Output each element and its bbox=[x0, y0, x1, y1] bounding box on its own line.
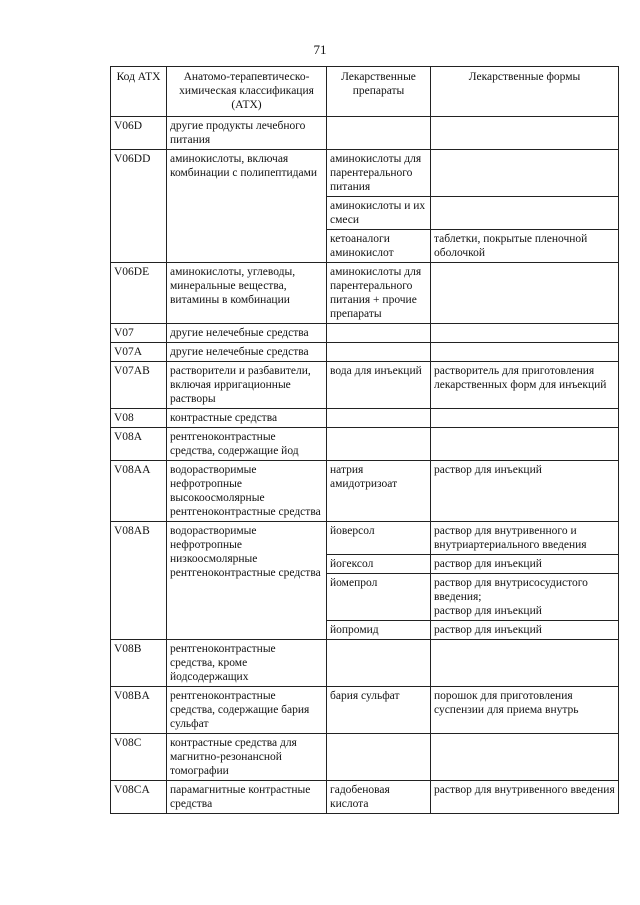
table-row bbox=[111, 461, 619, 522]
drug-name: йогексол bbox=[327, 555, 431, 574]
drug-name: аминокислоты и их смеси bbox=[327, 197, 431, 230]
atx-code: V08B bbox=[111, 640, 167, 687]
atx-classification: контрастные средства bbox=[167, 409, 327, 428]
table-row bbox=[111, 324, 619, 343]
atx-code: V08AB bbox=[111, 522, 167, 640]
header-classification: Анатомо-терапевтическо-химическая классификация (АТХ) bbox=[167, 67, 327, 117]
drug-name: гадобеновая кислота bbox=[327, 781, 431, 814]
table-row bbox=[111, 263, 619, 324]
drug-name: натрия амидотризоат bbox=[327, 461, 431, 522]
header-row bbox=[111, 67, 619, 117]
page-number: 71 bbox=[313, 42, 327, 57]
atx-code: V06DE bbox=[111, 263, 167, 324]
drug-form bbox=[431, 197, 619, 230]
atx-code: V08CA bbox=[111, 781, 167, 814]
drug-name: вода для инъекций bbox=[327, 362, 431, 409]
drug-form bbox=[431, 324, 619, 343]
table-row bbox=[111, 150, 619, 197]
drug-form bbox=[431, 263, 619, 324]
atx-classification: водорастворимые нефротропные высокоосмолярные рентгеноконтрастные средства bbox=[167, 461, 327, 522]
drug-form bbox=[431, 343, 619, 362]
atx-code: V07AB bbox=[111, 362, 167, 409]
drug-form bbox=[431, 734, 619, 781]
drug-form: раствор для инъекций bbox=[431, 461, 619, 522]
drug-form: растворитель для приготовления лекарственных форм для инъекций bbox=[431, 362, 619, 409]
table-row bbox=[111, 522, 619, 555]
drug-name: аминокислоты для парентерального питания bbox=[327, 150, 431, 197]
atx-classification: водорастворимые нефротропные низкоосмолярные рентгеноконтрастные средства bbox=[167, 522, 327, 640]
drug-name bbox=[327, 409, 431, 428]
table-row bbox=[111, 117, 619, 150]
table-row bbox=[111, 343, 619, 362]
atx-code: V08BA bbox=[111, 687, 167, 734]
drug-form bbox=[431, 117, 619, 150]
atx-table bbox=[110, 66, 619, 814]
drug-name bbox=[327, 343, 431, 362]
atx-classification: рентгеноконтрастные средства, содержащие бария сульфат bbox=[167, 687, 327, 734]
atx-classification: другие продукты лечебного питания bbox=[167, 117, 327, 150]
table-row bbox=[111, 362, 619, 409]
drug-form: раствор для внутрисосудистого введения; раствор для инъекций bbox=[431, 574, 619, 621]
drug-form: раствор для внутривенного введения bbox=[431, 781, 619, 814]
drug-form: раствор для инъекций bbox=[431, 621, 619, 640]
atx-classification: другие нелечебные средства bbox=[167, 343, 327, 362]
atx-classification: рентгеноконтрастные средства, кроме йодсодержащих bbox=[167, 640, 327, 687]
table-row bbox=[111, 734, 619, 781]
atx-classification: парамагнитные контрастные средства bbox=[167, 781, 327, 814]
atx-classification: аминокислоты, углеводы, минеральные вещества, витамины в комбинации bbox=[167, 263, 327, 324]
drug-form bbox=[431, 640, 619, 687]
atx-classification: аминокислоты, включая комбинации с полипептидами bbox=[167, 150, 327, 263]
drug-form: раствор для внутривенного и внутриартериального введения bbox=[431, 522, 619, 555]
drug-name bbox=[327, 117, 431, 150]
drug-name: йомепрол bbox=[327, 574, 431, 621]
atx-classification: контрастные средства для магнитно-резонансной томографии bbox=[167, 734, 327, 781]
drug-form: таблетки, покрытые пленочной оболочкой bbox=[431, 230, 619, 263]
header-code: Код АТХ bbox=[111, 67, 167, 117]
atx-classification: рентгеноконтрастные средства, содержащие йод bbox=[167, 428, 327, 461]
drug-form bbox=[431, 409, 619, 428]
drug-name bbox=[327, 428, 431, 461]
drug-name: кетоаналоги аминокислот bbox=[327, 230, 431, 263]
table-row bbox=[111, 640, 619, 687]
atx-code: V08A bbox=[111, 428, 167, 461]
drug-name: аминокислоты для парентерального питания + прочие препараты bbox=[327, 263, 431, 324]
atx-code: V07A bbox=[111, 343, 167, 362]
atx-classification: другие нелечебные средства bbox=[167, 324, 327, 343]
atx-code: V06DD bbox=[111, 150, 167, 263]
atx-code: V08 bbox=[111, 409, 167, 428]
atx-code: V08AA bbox=[111, 461, 167, 522]
atx-code: V08C bbox=[111, 734, 167, 781]
drug-form bbox=[431, 428, 619, 461]
drug-name bbox=[327, 640, 431, 687]
drug-form bbox=[431, 150, 619, 197]
atx-code: V06D bbox=[111, 117, 167, 150]
atx-classification: растворители и разбавители, включая ирригационные растворы bbox=[167, 362, 327, 409]
header-drugs: Лекарственные препараты bbox=[327, 67, 431, 117]
drug-form: раствор для инъекций bbox=[431, 555, 619, 574]
drug-name: бария сульфат bbox=[327, 687, 431, 734]
drug-name bbox=[327, 324, 431, 343]
atx-code: V07 bbox=[111, 324, 167, 343]
drug-name: йопромид bbox=[327, 621, 431, 640]
table-row bbox=[111, 409, 619, 428]
table-row bbox=[111, 687, 619, 734]
drug-form: порошок для приготовления суспензии для приема внутрь bbox=[431, 687, 619, 734]
table-row bbox=[111, 428, 619, 461]
drug-name bbox=[327, 734, 431, 781]
drug-name: йоверсол bbox=[327, 522, 431, 555]
header-forms: Лекарственные формы bbox=[431, 67, 619, 117]
table-row bbox=[111, 781, 619, 814]
